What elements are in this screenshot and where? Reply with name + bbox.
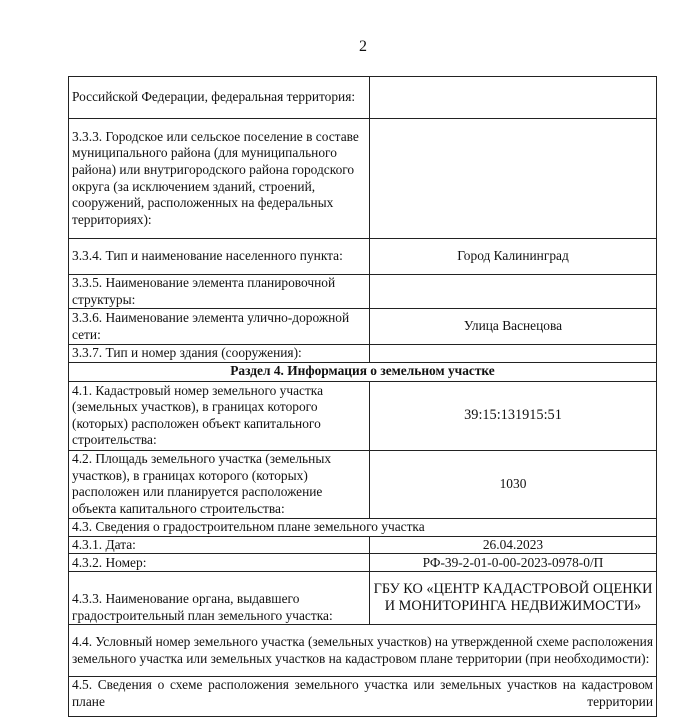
table-row (69, 677, 657, 717)
field-label: Российской Федерации, федеральная территория: (69, 77, 370, 119)
field-label: 4.3.2. Номер: (69, 554, 370, 572)
field-label: 4.1. Кадастровый номер земельного участка (земельных участков), в границах которого (которых) расположен объект капитального строительства: (69, 381, 370, 450)
table-row (69, 239, 657, 275)
section-title: Раздел 4. Информация о земельном участке (69, 362, 657, 381)
conditional-number-field: 4.4. Условный номер земельного участка (земельных участков) на утвержденной схеме расположения земельного участка или земельных участков на кадастровом плане территории (при необходимости): (69, 625, 657, 677)
table-row (69, 381, 657, 450)
field-value (370, 119, 657, 239)
table-row (69, 119, 657, 239)
field-label: 3.3.7. Тип и номер здания (сооружения): (69, 345, 370, 363)
table-row (69, 77, 657, 119)
field-label: 4.3.1. Дата: (69, 536, 370, 554)
field-label: 3.3.6. Наименование элемента улично-дорожной сети: (69, 309, 370, 345)
table-row (69, 572, 657, 625)
field-label: 3.3.3. Городское или сельское поселение в составе муниципального района (для муниципального района) или внутригородского района городского округа (за исключением зданий, строений, сооружений, расположенных на федеральных территориях): (69, 119, 370, 239)
field-value: Город Калининград (370, 239, 657, 275)
gpzu-number-value: РФ-39-2-01-0-00-2023-0978-0/П (370, 554, 657, 572)
cadastral-number-value: 39:15:131915:51 (370, 381, 657, 450)
table-row (69, 625, 657, 677)
table-row (69, 554, 657, 572)
issuing-authority-value: ГБУ КО «ЦЕНТР КАДАСТРОВОЙ ОЦЕНКИ И МОНИТОРИНГА НЕДВИЖИМОСТИ» (370, 572, 657, 625)
gpzu-header: 4.3. Сведения о градостроительном плане земельного участка (69, 518, 657, 536)
field-value (370, 77, 657, 119)
land-area-value: 1030 (370, 450, 657, 518)
field-label: 4.3.3. Наименование органа, выдавшего градостроительный план земельного участка: (69, 572, 370, 625)
table-row (69, 345, 657, 363)
page-number: 2 (359, 38, 367, 55)
section-header-row (69, 362, 657, 381)
field-label: 3.3.4. Тип и наименование населенного пункта: (69, 239, 370, 275)
field-label: 3.3.5. Наименование элемента планировочной структуры: (69, 275, 370, 309)
scheme-info-field: 4.5. Сведения о схеме расположения земельного участка или земельных участков на кадастровом плане территории (69, 677, 657, 717)
notification-form-table (68, 76, 657, 717)
gpzu-date-value: 26.04.2023 (370, 536, 657, 554)
table-row (69, 275, 657, 309)
field-value: Улица Васнецова (370, 309, 657, 345)
field-value (370, 275, 657, 309)
table-row (69, 536, 657, 554)
table-row (69, 309, 657, 345)
field-label: 4.2. Площадь земельного участка (земельных участков), в границах которого (которых) расположен или планируется расположение объекта капитального строительства: (69, 450, 370, 518)
table-row (69, 518, 657, 536)
field-value (370, 345, 657, 363)
table-row (69, 450, 657, 518)
